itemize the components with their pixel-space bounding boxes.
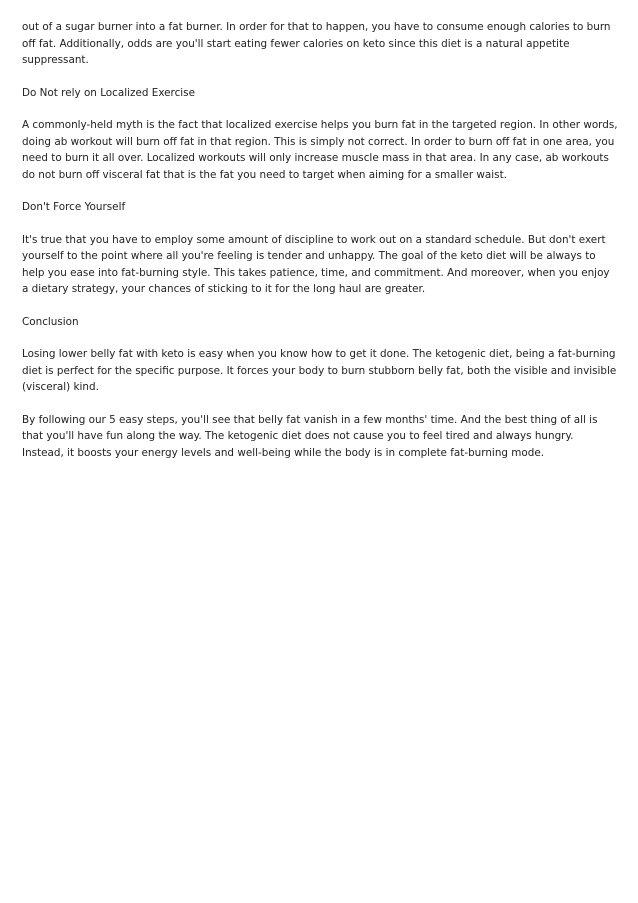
paragraph-conclusion-2: By following our 5 easy steps, you'll see that belly fat vanish in a few months' time. And the best thing of all is that you'll have fun along the way. The ketogenic diet does not cause you to feel tired and always hungry. Instead, it boosts your energy levels and well-being while the body is in complete fat-burning mode. (22, 413, 598, 459)
paragraph-localized-exercise: A commonly-held myth is the fact that localized exercise helps you burn fat in the targeted region. In other words, doing ab workout will burn off fat in that region. This is simply not correct. In order to burn off fat in one area, you need to burn it all over. Localized workouts will only increase muscle mass in that area. In any case, ab workouts do not burn off visceral fat that is the fat you need to target when aiming for a smaller waist. (22, 119, 618, 181)
section-heading-dont-force: Don't Force Yourself (22, 201, 126, 213)
paragraph-dont-force: It's true that you have to employ some amount of discipline to work out on a standard schedule. But don't exert yourself to the point where all you're feeling is tender and unhappy. The goal of the keto diet will be always to help you ease into fat-burning style. This takes patience, time, and commitment. And moreover, when you enjoy a dietary strategy, your chances of sticking to it for the long haul are greater. (22, 233, 610, 295)
paragraph-intro-continued: out of a sugar burner into a fat burner. In order for that to happen, you have to consume enough calories to burn off fat. Additionally, odds are you'll start eating fewer calories on keto since this diet is a natural appetite suppressant. (22, 21, 611, 66)
document-body (22, 19, 618, 477)
section-heading-localized-exercise: Do Not rely on Localized Exercise (22, 86, 195, 99)
section-heading-conclusion: Conclusion (22, 315, 79, 328)
paragraph-conclusion-1: Losing lower belly fat with keto is easy when you know how to get it done. The ketogenic diet, being a fat-burning diet is perfect for the specific purpose. It forces your body to burn stubborn belly fat, both the visible and invisible (visceral) kind. (22, 348, 617, 393)
